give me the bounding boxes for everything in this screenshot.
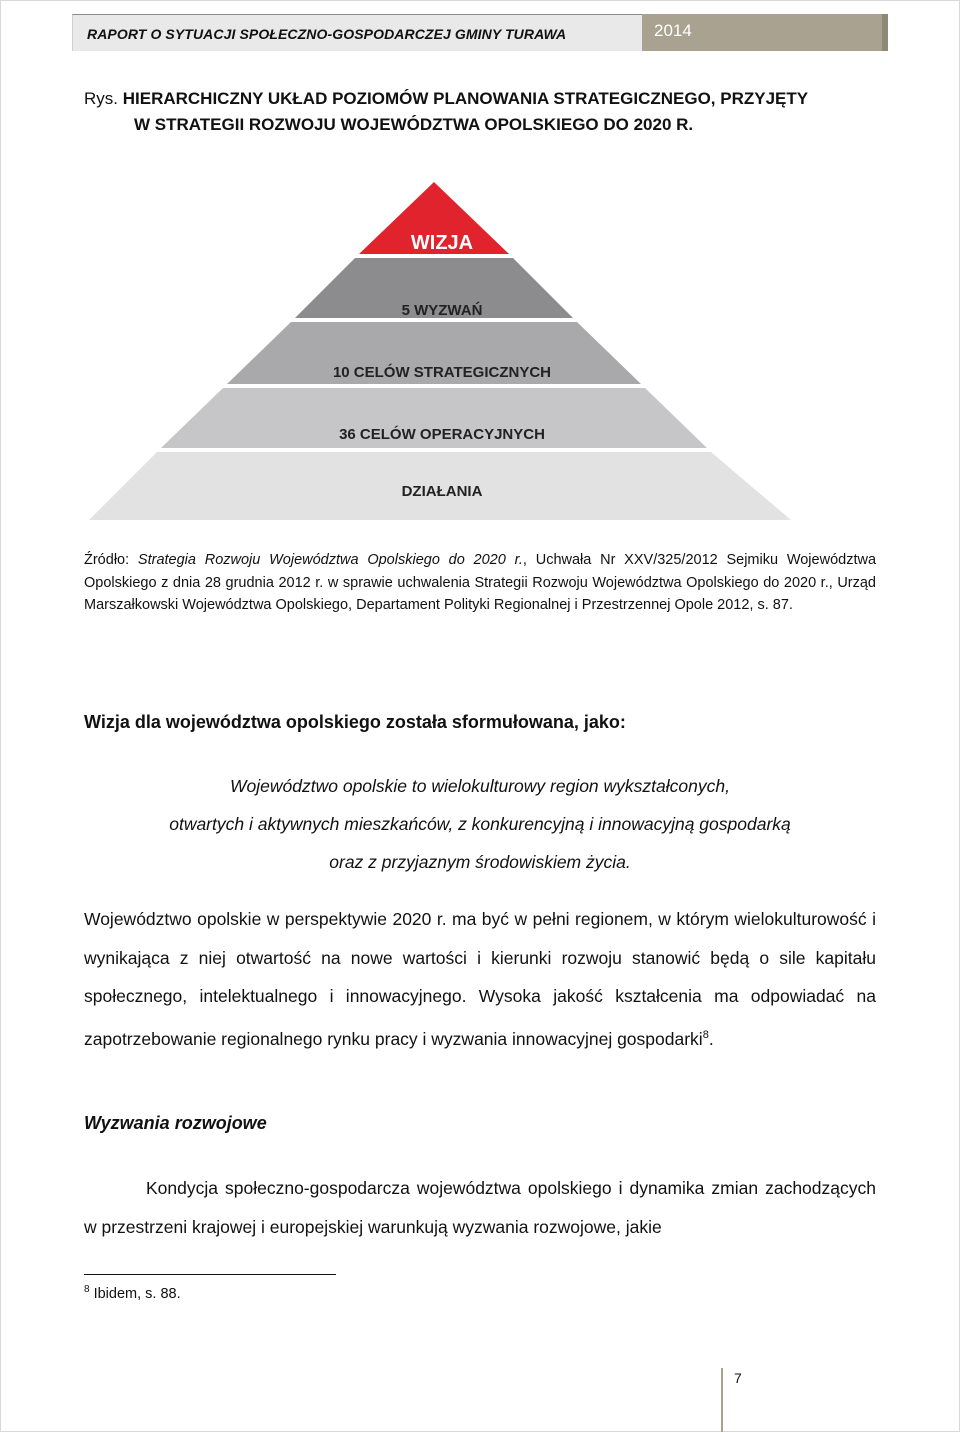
figure-source (84, 549, 876, 617)
level-label-actions: DZIAŁANIA (401, 483, 483, 500)
section-heading: Wyzwania rozwojowe (84, 1113, 267, 1133)
source-title: Strategia Rozwoju Województwa Opolskiego do 2020 r. (137, 552, 523, 568)
source-details: , Uchwała Nr XXV/325/2012 Sejmiku Województwa Opolskiego z dnia 28 grudnia 2012 r. w sprawie uchwalenia Strategii Rozwoju Województwa Opolskiego do 2020 r., Urząd Marszałkowski Województwa Opolskiego, Departament Polityki Regionalnej i Przestrzennej Opole 2012, s. 87. (84, 552, 877, 613)
body-paragraph (84, 900, 876, 1058)
vision-line: otwartych i aktywnych mieszkańców, z konkurencyjną i innowacyjną gospodarką (169, 814, 791, 834)
body-paragraph-2: Kondycja społeczno-gospodarcza województwa opolskiego i dynamika zmian zachodzących w przestrzeni krajowej i europejskiej warunkują wyzwania rozwojowe, jakie (84, 1178, 876, 1237)
page-number-rule (721, 1368, 723, 1432)
source-label: Źródło: (84, 552, 130, 568)
figure-caption (84, 86, 884, 138)
page-number: 7 (734, 1370, 742, 1386)
report-year: 2014 (654, 21, 692, 40)
footnote-text: Ibidem, s. 88. (93, 1286, 181, 1302)
planning-pyramid (89, 178, 795, 522)
footnote-reference[interactable]: 8 (702, 1028, 709, 1041)
pyramid-graphic (89, 178, 795, 522)
figure-prefix: Rys. (84, 89, 118, 108)
level-label-vision: WIZJA (410, 232, 474, 254)
level-label-strategic-goals: 10 CELÓW STRATEGICZNYCH (332, 364, 552, 381)
figure-title-line2: W STRATEGII ROZWOJU WOJEWÓDZTWA OPOLSKIEGO DO 2020 R. (134, 115, 694, 134)
running-header (72, 14, 642, 51)
vision-line: Województwo opolskie to wielokulturowy region wykształconych, (230, 776, 730, 796)
paragraph-text: Województwo opolskie w perspektywie 2020 r. ma być w pełni regionem, w którym wielokulturowość i wynikająca z niej otwartość na nowe wartości i kierunki rozwoju stanowić będą o sile kapitału społecznego, intelektualnego i innowacyjnego. Wysoka jakość kształcenia ma odpowiadać na zapotrzebowanie regionalnego rynku pracy i wyzwania innowacyjnej gospodarki (84, 909, 876, 1049)
vision-line: oraz z przyjaznym środowiskiem życia. (329, 852, 631, 872)
figure-title-line1: HIERARCHICZNY UKŁAD POZIOMÓW PLANOWANIA STRATEGICZNEGO, PRZYJĘTY (122, 89, 809, 108)
paragraph-end: . (708, 1028, 714, 1049)
report-title: RAPORT O SYTUACJI SPOŁECZNO-GOSPODARCZEJ GMINY TURAWA (87, 26, 567, 42)
level-label-operational-goals: 36 CELÓW OPERACYJNYCH (339, 426, 545, 443)
vision-statement (84, 767, 876, 881)
footnote (84, 1284, 181, 1302)
footnote-number: 8 (84, 1284, 90, 1295)
header-year-box (642, 14, 888, 51)
level-label-challenges: 5 WYZWAŃ (401, 302, 483, 319)
footnote-separator (84, 1274, 336, 1275)
vision-lead: Wizja dla województwa opolskiego została sformułowana, jako: (84, 712, 626, 732)
